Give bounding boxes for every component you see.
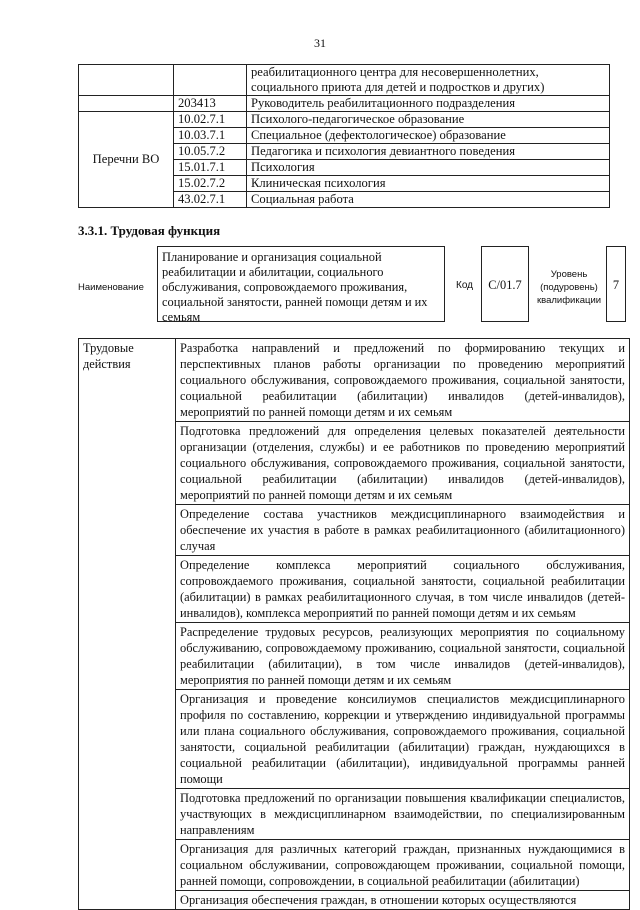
action-item: Организация обеспечения граждан, в отношении которых осуществляются	[176, 891, 630, 910]
table-row	[79, 96, 610, 112]
action-item: Подготовка предложений по организации повышения квалификации специалистов, участвующих в междисциплинарном взаимодействии, по специализированным направлениям	[176, 789, 630, 840]
action-item: Подготовка предложений для определения целевых показателей деятельности организации (отделения, службы) и ее работников по проведению мероприятий социального обслуживания, сопровождаемого проживания, социальной занятости, социальной реабилитации (абилитации) инвалидов (детей-инвалидов), мероприятий по ранней помощи детям и их семьям	[176, 422, 630, 505]
edu-code: 15.02.7.2	[174, 176, 247, 192]
action-item: Определение комплекса мероприятий социального обслуживания, сопровождаемого проживания, социальной занятости, социальной реабилитации (абилитации) в рамках реабилитационного случая, в том числе инвалидов (детей-инвалидов), комплекса мероприятий по ранней помощи детям и их семьям	[176, 556, 630, 623]
edu-code: 10.03.7.1	[174, 128, 247, 144]
edu-code: 43.02.7.1	[174, 192, 247, 208]
name-label: Наименование	[78, 282, 144, 293]
code-label: Код	[456, 280, 474, 291]
qualification-level: 7	[606, 246, 626, 322]
table-cell: 203413	[174, 96, 247, 112]
action-item: Организация и проведение консилиумов специалистов междисциплинарного профиля по составлению, коррекции и утверждению индивидуальной программы или плана социального обслуживания, сопровождаемого проживания, социальной занятости, социальной реабилитации (абилитации) граждан, нуждающихся в социальной реабилитации (абилитации), индивидуальной программы ранней помощи	[176, 690, 630, 789]
edu-name: Педагогика и психология девиантного поведения	[247, 144, 610, 160]
edu-name: Специальное (дефектологическое) образование	[247, 128, 610, 144]
edu-code: 10.05.7.2	[174, 144, 247, 160]
level-label: Уровень (подуровень) квалификации	[537, 269, 602, 306]
action-item: Разработка направлений и предложений по формированию текущих и перспективных планов работы организации по проведению мероприятий социального обслуживания, сопровождаемого проживания, социальной занятости, социальной реабилитации (абилитации) инвалидов (детей-инвалидов), мероприятий по ранней помощи детям и их семьям	[176, 339, 630, 422]
action-item: Определение состава участников междисциплинарного взаимодействия и обеспечение их участия в работе в рамках реабилитационного (абилитационного) случая	[176, 505, 630, 556]
table-cell: Руководитель реабилитационного подразделения	[247, 96, 610, 112]
actions-label: Трудовые действия	[79, 339, 176, 910]
table-cell	[79, 65, 174, 96]
function-header	[78, 246, 630, 326]
edu-name: Психолого-педагогическое образование	[247, 112, 610, 128]
section-heading: 3.3.1. Трудовая функция	[78, 223, 221, 238]
table-row	[79, 65, 610, 96]
edu-code: 15.01.7.1	[174, 160, 247, 176]
edu-name: Психология	[247, 160, 610, 176]
group-label: Перечни ВО	[79, 112, 174, 208]
function-code: С/01.7	[481, 246, 529, 322]
page-number: 31	[314, 36, 326, 50]
action-item: Распределение трудовых ресурсов, реализующих мероприятия по социальному обслуживанию, сопровождаемому проживанию, социальной занятости, социальной реабилитации (абилитации), в том числе инвалидов (детей-инвалидов), мероприятия по ранней помощи детям и их семьям	[176, 623, 630, 690]
table-row	[79, 112, 610, 128]
education-table	[78, 64, 610, 208]
labor-actions-table	[78, 338, 630, 910]
table-row	[79, 339, 630, 422]
edu-name: Социальная работа	[247, 192, 610, 208]
table-cell	[79, 96, 174, 112]
function-name: Планирование и организация социальной реабилитации и абилитации, социального обслуживания, сопровождаемого проживания, социальной занятости, ранней помощи детям и их семьям	[157, 246, 445, 322]
table-cell	[174, 65, 247, 96]
edu-name: Клиническая психология	[247, 176, 610, 192]
table-cell: реабилитационного центра для несовершеннолетних, социального приюта для детей и подростков и других)	[247, 65, 610, 96]
action-item: Организация для различных категорий граждан, признанных нуждающимися в социальном обслуживании, сопровождающем проживании, социальной помощи, ранней помощи, сопровождении, в социальной реабилитации (абилитации)	[176, 840, 630, 891]
edu-code: 10.02.7.1	[174, 112, 247, 128]
